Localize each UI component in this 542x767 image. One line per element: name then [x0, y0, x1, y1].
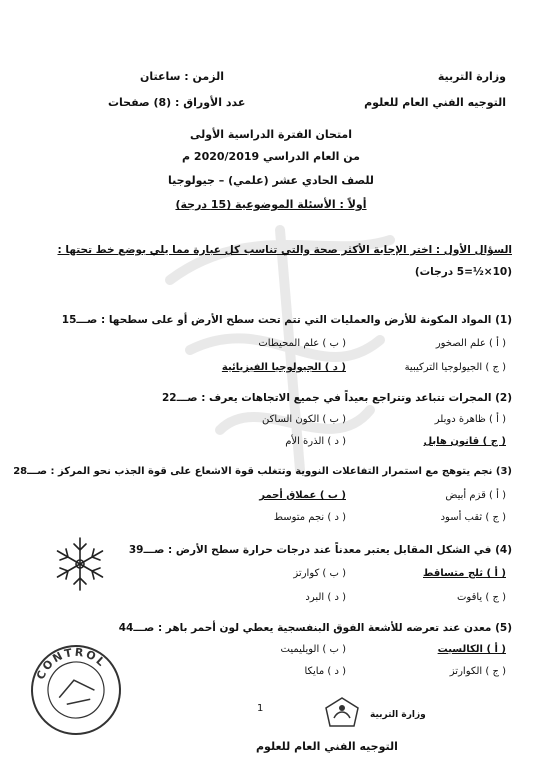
question-marks: (10×½=5 درجات) — [414, 266, 512, 278]
ministry-name: وزارة التربية — [437, 70, 506, 83]
page-number: 1 — [257, 703, 264, 714]
exam-time: الزمن : ساعتان — [140, 70, 224, 83]
question-1-option-c[interactable]: ( ج ) الجيولوجيا التركيبية — [404, 362, 506, 373]
question-3-option-c[interactable]: ( ج ) ثقب أسود — [440, 512, 506, 523]
question-5-option-b[interactable]: ( ب ) الويليميت — [280, 644, 346, 655]
question-1-option-a[interactable]: ( أ ) علم الصخور — [435, 338, 506, 349]
footer-department: التوجيه الفني العام للعلوم — [256, 740, 398, 753]
control-stamp — [28, 642, 124, 738]
academic-year: من العام الدراسي 2020/2019 م — [182, 150, 360, 163]
question-3-option-d[interactable]: ( د ) نجم متوسط — [273, 512, 346, 523]
question-3-option-b[interactable]: ( ب ) عملاق أحمر — [259, 490, 346, 501]
question-2-option-b[interactable]: ( ب ) الكون الساكن — [262, 414, 346, 425]
question-3-option-a[interactable]: ( أ ) قزم أبيض — [445, 490, 506, 501]
question-1-option-b[interactable]: ( ب ) علم المحيطات — [258, 338, 346, 349]
grade-subject: للصف الحادي عشر (علمي) – جيولوجيا — [168, 174, 374, 187]
question-2-option-d[interactable]: ( د ) الذرة الأم — [285, 436, 346, 447]
exam-title: امتحان الفترة الدراسية الأولى — [189, 128, 353, 141]
question-5-option-d[interactable]: ( د ) مايكا — [304, 666, 346, 677]
snowflake-figure — [50, 534, 110, 594]
page-count: عدد الأوراق : (8) صفحات — [108, 96, 246, 109]
question-2-option-c[interactable]: ( ج ) قانون هابل — [423, 436, 506, 447]
stamp-label: CONTROL — [33, 645, 109, 682]
question-4-option-c[interactable]: ( ج ) ياقوت — [457, 592, 506, 603]
footer-ministry: وزارة التربية — [370, 710, 426, 720]
question-4-text: (4) في الشكل المقابل يعتبر معدناً عند درجات حرارة سطح الأرض : صـــ39 — [128, 544, 512, 556]
question-5-option-c[interactable]: ( ج ) الكوارتز — [449, 666, 506, 677]
question-3-text: (3) نجم يتوهج مع استمرار التفاعلات النووية وتتغلب قوة الاشعاع على قوة الجذب نحو المركز : صـــ28 — [13, 466, 512, 477]
question-1-text: (1) المواد المكونة للأرض والعمليات التي تتم تحت سطح الأرض أو على سطحها : صـــ15 — [61, 314, 512, 326]
question-5-text: (5) معدن عند تعرضه للأشعة الفوق البنفسجية يعطي لون أحمر باهر : صـــ44 — [118, 622, 512, 634]
question-4-option-a[interactable]: ( أ ) ثلج متساقط — [423, 568, 506, 579]
question-4-option-b[interactable]: ( ب ) كوارتز — [293, 568, 346, 579]
section-title: أولاً : الأسئلة الموضوعية (15 درجة) — [175, 198, 367, 211]
question-4-option-d[interactable]: ( د ) البرد — [305, 592, 346, 603]
question-2-text: (2) المجرات تتباعد وتتراجع بعيداً في جميع الاتجاهات يعرف : صـــ22 — [162, 392, 512, 404]
ministry-emblem-icon — [322, 696, 362, 730]
question-1-option-d[interactable]: ( د ) الجيولوجيا الفيزيائية — [221, 362, 346, 373]
question-2-option-a[interactable]: ( أ ) ظاهرة دوبلر — [434, 414, 506, 425]
question-instruction: السؤال الأول : اختر الإجابة الأكثر صحة والتي تناسب كل عبارة مما يلي بوضع خط تحتها : — [57, 244, 512, 256]
department-name: التوجيه الفني العام للعلوم — [364, 96, 506, 109]
question-5-option-a[interactable]: ( أ ) الكالسيت — [437, 644, 506, 655]
